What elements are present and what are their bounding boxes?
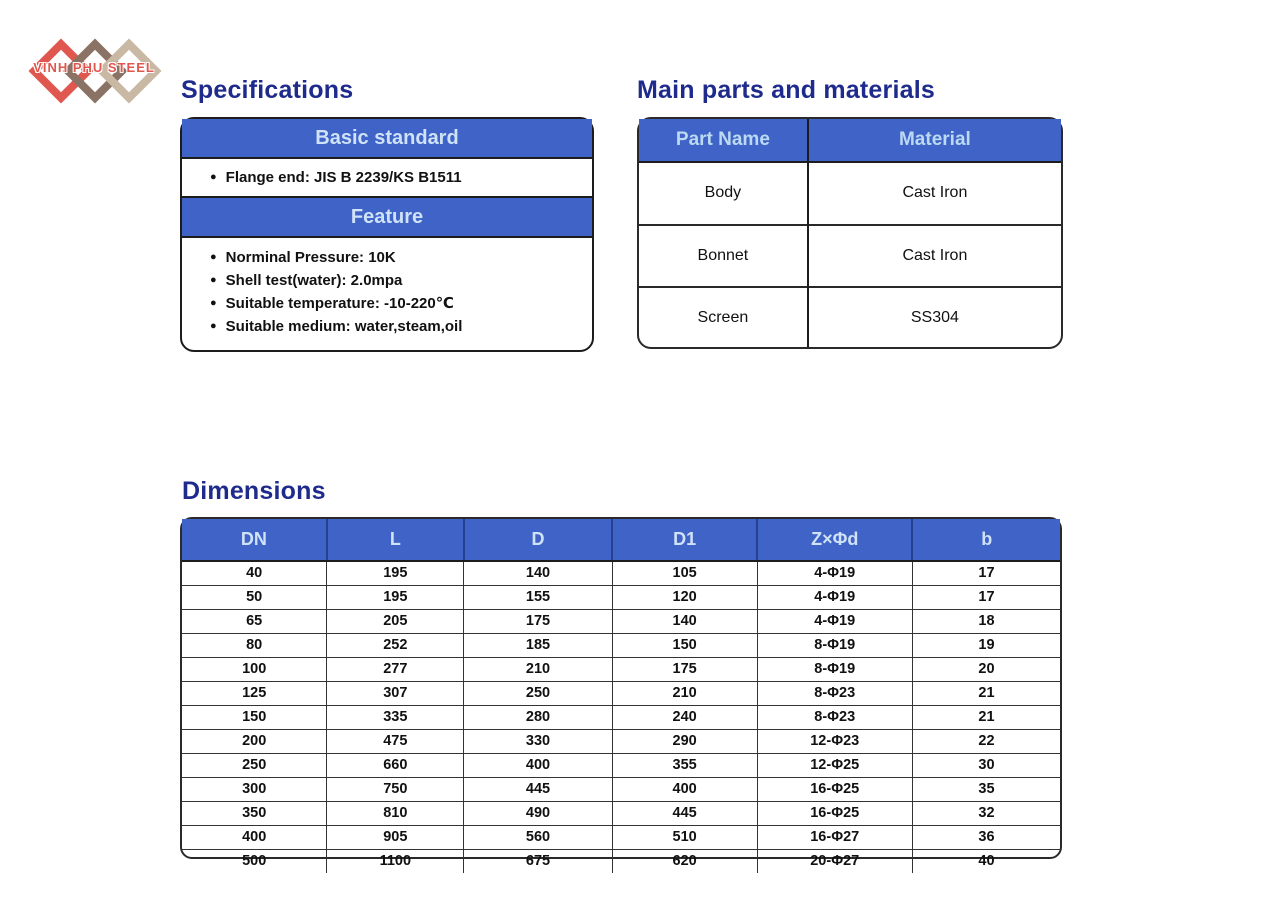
- table-row: [182, 610, 1060, 634]
- table-cell: 40: [182, 561, 327, 586]
- table-cell: 750: [327, 778, 464, 802]
- table-cell: Body: [639, 162, 808, 225]
- table-cell: 810: [327, 802, 464, 826]
- table-cell: 510: [612, 826, 757, 850]
- table-cell: 18: [912, 610, 1060, 634]
- table-cell: 277: [327, 658, 464, 682]
- table-cell: 400: [612, 778, 757, 802]
- spec-bullet-text: Suitable temperature: -10-220℃: [225, 295, 454, 312]
- logo-text: VINH PHU STEEL: [33, 60, 155, 75]
- table-cell: 21: [912, 706, 1060, 730]
- feature-bar: Feature: [182, 196, 592, 238]
- table-cell: 150: [182, 706, 327, 730]
- table-cell: 125: [182, 682, 327, 706]
- table-cell: 240: [612, 706, 757, 730]
- table-cell: 17: [912, 561, 1060, 586]
- table-cell: 210: [612, 682, 757, 706]
- bullet-icon: ●: [210, 251, 217, 263]
- table-cell: 290: [612, 730, 757, 754]
- bullet-icon: ●: [210, 171, 217, 183]
- company-logo: [28, 36, 160, 102]
- table-cell: 210: [464, 658, 612, 682]
- table-cell: 21: [912, 682, 1060, 706]
- table-cell: 250: [182, 754, 327, 778]
- table-cell: 100: [182, 658, 327, 682]
- table-row: [182, 706, 1060, 730]
- bullet-icon: ●: [210, 274, 217, 286]
- table-cell: 300: [182, 778, 327, 802]
- table-cell: 4-Φ19: [757, 586, 912, 610]
- specifications-heading: Specifications: [181, 76, 354, 104]
- table-cell: 12-Φ25: [757, 754, 912, 778]
- parts-heading: Main parts and materials: [637, 76, 935, 104]
- table-cell: 175: [464, 610, 612, 634]
- table-cell: 8-Φ23: [757, 682, 912, 706]
- table-cell: 105: [612, 561, 757, 586]
- table-cell: Bonnet: [639, 225, 808, 288]
- spec-bullet-text: Suitable medium: water,steam,oil: [225, 318, 463, 335]
- table-cell: 445: [612, 802, 757, 826]
- table-row: [182, 730, 1060, 754]
- spec-bullet-item: [182, 315, 592, 338]
- table-cell: 19: [912, 634, 1060, 658]
- spec-bullet-text: Flange end: JIS B 2239/KS B1511: [225, 169, 462, 186]
- table-cell: 8-Φ19: [757, 634, 912, 658]
- column-header: Z×Φd: [757, 519, 912, 561]
- table-cell: 12-Φ23: [757, 730, 912, 754]
- table-cell: 195: [327, 586, 464, 610]
- table-cell: 400: [182, 826, 327, 850]
- table-row: [182, 561, 1060, 586]
- table-cell: 252: [327, 634, 464, 658]
- table-cell: 200: [182, 730, 327, 754]
- feature-items: [182, 238, 592, 338]
- table-cell: 205: [327, 610, 464, 634]
- table-cell: 280: [464, 706, 612, 730]
- table-cell: 36: [912, 826, 1060, 850]
- parts-table: [639, 119, 1061, 347]
- table-cell: 65: [182, 610, 327, 634]
- bullet-icon: ●: [210, 320, 217, 332]
- table-cell: 16-Φ25: [757, 802, 912, 826]
- spec-bullet-item: [182, 246, 592, 269]
- table-cell: 560: [464, 826, 612, 850]
- table-cell: 4-Φ19: [757, 610, 912, 634]
- column-header: Material: [808, 119, 1061, 162]
- column-header: Part Name: [639, 119, 808, 162]
- column-header: DN: [182, 519, 327, 561]
- table-cell: 675: [464, 850, 612, 874]
- table-cell: 445: [464, 778, 612, 802]
- parts-table-box: [637, 117, 1063, 349]
- table-cell: 400: [464, 754, 612, 778]
- specifications-box: [180, 117, 594, 352]
- dimensions-heading: Dimensions: [182, 477, 326, 505]
- spec-bullet-item: [182, 166, 592, 189]
- table-row: [182, 754, 1060, 778]
- table-cell: 150: [612, 634, 757, 658]
- table-cell: 355: [612, 754, 757, 778]
- table-cell: 335: [327, 706, 464, 730]
- table-row: [639, 162, 1061, 225]
- spec-bullet-item: [182, 269, 592, 292]
- parts-header-row: [639, 119, 1061, 162]
- table-cell: 500: [182, 850, 327, 874]
- table-cell: 1100: [327, 850, 464, 874]
- table-cell: Cast Iron: [808, 225, 1061, 288]
- spec-bullet-text: Shell test(water): 2.0mpa: [225, 272, 403, 289]
- table-row: [182, 586, 1060, 610]
- table-cell: 140: [464, 561, 612, 586]
- table-row: [639, 225, 1061, 288]
- table-cell: Cast Iron: [808, 162, 1061, 225]
- basic-standard-bar: Basic standard: [182, 119, 592, 159]
- table-cell: 16-Φ27: [757, 826, 912, 850]
- table-cell: 16-Φ25: [757, 778, 912, 802]
- table-cell: 330: [464, 730, 612, 754]
- table-cell: 475: [327, 730, 464, 754]
- table-cell: SS304: [808, 287, 1061, 347]
- column-header: D: [464, 519, 612, 561]
- table-cell: 250: [464, 682, 612, 706]
- table-cell: 307: [327, 682, 464, 706]
- column-header: b: [912, 519, 1060, 561]
- table-row: [182, 850, 1060, 874]
- table-cell: 32: [912, 802, 1060, 826]
- table-cell: 35: [912, 778, 1060, 802]
- table-row: [182, 778, 1060, 802]
- table-row: [182, 682, 1060, 706]
- table-row: [639, 287, 1061, 347]
- table-cell: 22: [912, 730, 1060, 754]
- table-cell: 20-Φ27: [757, 850, 912, 874]
- spec-bullet-text: Norminal Pressure: 10K: [225, 249, 396, 266]
- table-cell: 8-Φ19: [757, 658, 912, 682]
- table-cell: 20: [912, 658, 1060, 682]
- bullet-icon: ●: [210, 297, 217, 309]
- table-cell: 80: [182, 634, 327, 658]
- table-cell: 195: [327, 561, 464, 586]
- table-cell: 30: [912, 754, 1060, 778]
- table-cell: 185: [464, 634, 612, 658]
- spec-bullet-item: [182, 292, 592, 315]
- table-cell: 40: [912, 850, 1060, 874]
- table-cell: 50: [182, 586, 327, 610]
- table-cell: 4-Φ19: [757, 561, 912, 586]
- basic-standard-items: [182, 159, 592, 196]
- column-header: D1: [612, 519, 757, 561]
- dimensions-header-row: [182, 519, 1060, 561]
- dimensions-table-box: [180, 517, 1062, 869]
- table-cell: 17: [912, 586, 1060, 610]
- table-cell: 120: [612, 586, 757, 610]
- table-cell: 660: [327, 754, 464, 778]
- table-cell: 140: [612, 610, 757, 634]
- column-header: L: [327, 519, 464, 561]
- table-cell: 350: [182, 802, 327, 826]
- table-cell: 905: [327, 826, 464, 850]
- table-cell: 620: [612, 850, 757, 874]
- dimensions-table: [182, 519, 1060, 873]
- table-row: [182, 658, 1060, 682]
- table-cell: 8-Φ23: [757, 706, 912, 730]
- table-row: [182, 634, 1060, 658]
- table-row: [182, 826, 1060, 850]
- table-cell: 490: [464, 802, 612, 826]
- table-cell: 155: [464, 586, 612, 610]
- table-row: [182, 802, 1060, 826]
- table-cell: 175: [612, 658, 757, 682]
- table-cell: Screen: [639, 287, 808, 347]
